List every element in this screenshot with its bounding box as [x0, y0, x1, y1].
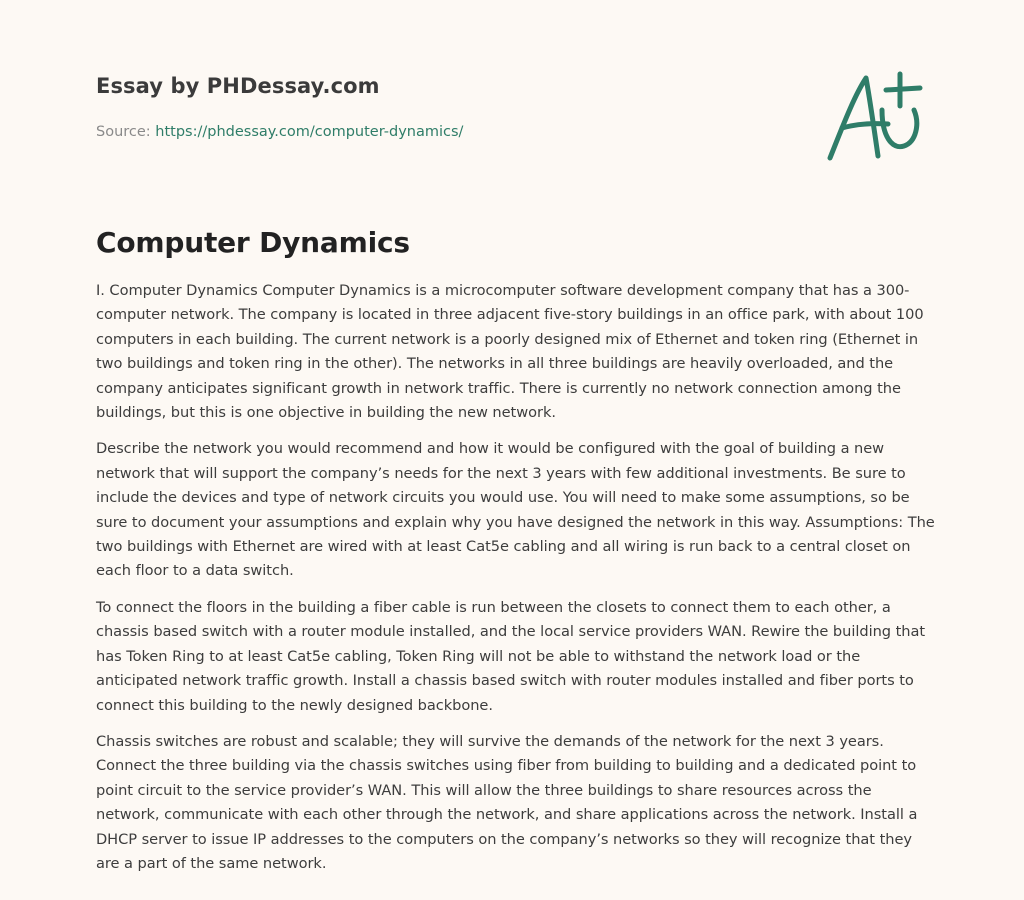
- essay-paragraph: I. Computer Dynamics Computer Dynamics is a microcomputer software development company that has a 300-computer network. The company is located in three adjacent five-story buildings in an office park, with about 100 computers in each building. The current network is a poorly designed mix of Ethernet and token ring (Ethernet in two buildings and token ring in the other). The networks in all three buildings are heavily overloaded, and the company anticipates significant growth in network traffic. There is currently no network connection among the buildings, but this is one objective in building the new network.: [96, 282, 924, 422]
- brand-title: Essay by PHDessay.com: [96, 74, 380, 98]
- a-plus-grade-icon: [820, 66, 932, 166]
- essay-paragraph: To connect the floors in the building a fiber cable is run between the closets to connect them to each other, a chassis based switch with a router module installed, and the local service providers WAN. Rewire the building that has Token Ring to at least Cat5e cabling, Token Ring will not be able to withstand the network load or the anticipated network traffic growth. Install a chassis based switch with router modules installed and fiber ports to connect this building to the newly designed backbone.: [96, 598, 926, 714]
- page-header: [96, 74, 856, 140]
- essay-content: [96, 226, 936, 888]
- source-label: Source:: [96, 124, 156, 140]
- essay-paragraph: Chassis switches are robust and scalable; they will survive the demands of the network for the next 3 years. Connect the three building via the chassis switches using fiber from building to building and a dedicated point to point circuit to the service provider’s WAN. This will allow the three buildings to share resources across the network, communicate with each other through the network, and share applications across the network. Install a DHCP server to issue IP addresses to the computers on the company’s networks so they will recognize that they are a part of the same network.: [96, 732, 918, 872]
- essay-title: Computer Dynamics: [96, 226, 410, 259]
- source-line: [96, 124, 856, 140]
- source-link[interactable]: https://phdessay.com/computer-dynamics/: [155, 124, 464, 140]
- essay-paragraph: Describe the network you would recommend and how it would be configured with the goal of building a new network that will support the company’s needs for the next 3 years with few additional investments. Be sure to include the devices and type of network circuits you would use. You will need to make some assumptions, so be sure to document your assumptions and explain why you have designed the network in this way. Assumptions: The two buildings with Ethernet are wired with at least Cat5e cabling and all wiring is run back to a central closet on each floor to a data switch.: [96, 440, 935, 580]
